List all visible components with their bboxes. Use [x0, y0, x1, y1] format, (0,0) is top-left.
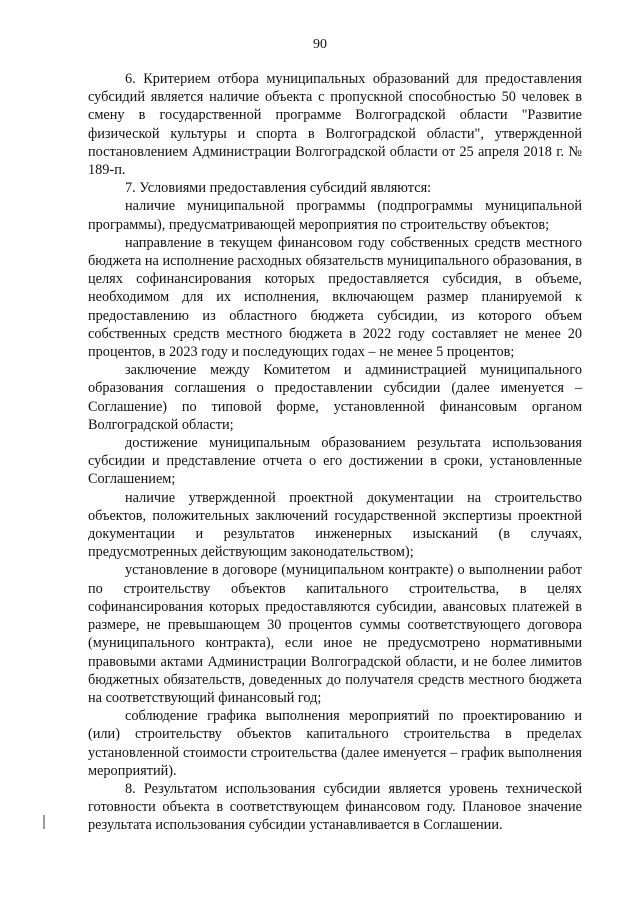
paragraph-result-achievement: достижение муниципальным образованием результата использования субсидии и представление отчета о его достижении в сроки, установленные Соглашением; — [88, 435, 582, 488]
paragraph-agreement: заключение между Комитетом и администрацией муниципального образования соглашения о предоставлении субсидии (далее именуется – Соглашение) по типовой форме, установленной финансовым органом Волгоградской области; — [88, 362, 582, 433]
paragraph-project-documentation: наличие утвержденной проектной документации на строительство объектов, положительных заключений государственной экспертизы проектной документации и результатов инженерных изысканий (в случаях, предусмотренных действующим законодательством); — [88, 489, 582, 561]
paragraph-municipal-program: наличие муниципальной программы (подпрограммы муниципальной программы), предусматривающей мероприятия по строительству объектов; — [88, 198, 582, 233]
paragraph-criterion-6: 6. Критерием отбора муниципальных образований для предоставления субсидий является наличие объекта с пропускной способностью 50 человек в смену в государственной программе Волгоградской области "Развитие физической культуры и спорта в Волгоградской области", утвержденной постановлением Администрации Волгоградской области от 25 апреля 2018 г. № 189-п. — [88, 71, 582, 179]
page-number: 90 — [313, 37, 327, 52]
paragraph-schedule: соблюдение графика выполнения мероприятий по проектированию и (или) строительству объектов капитального строительства в пределах установленной стоимости строительства (далее именуется – график выполнения мероприятий). — [88, 708, 582, 779]
paragraph-conditions-7: 7. Условиями предоставления субсидий являются: — [125, 180, 432, 197]
scan-margin-mark — [43, 815, 45, 829]
document-body — [88, 70, 582, 835]
paragraph-own-funds: направление в текущем финансовом году собственных средств местного бюджета на исполнение расходных обязательств муниципального образования, в целях софинансирования которых предоставляется субсидия, в объеме, необходимом для их исполнения, включающем размер планируемой к предоставлению из областного бюджета субсидии, из которого объем собственных средств местного бюджета в 2022 году составляет не менее 20 процентов, в 2023 году и последующих годах – не менее 5 процентов; — [88, 234, 583, 361]
paragraph-advance-payments: установление в договоре (муниципальном контракте) о выполнении работ по строительству объектов капитального строительства, в целях софинансирования которых предоставляются субсидии, авансовых платежей в размере, не превышающем 30 процентов суммы соответствующего договора (муниципального контракта), если иное не предусмотрено нормативными правовыми актами Администрации Волгоградской области, и не более лимитов бюджетных обязательств, доведенных до получателя средств местного бюджета на соответствующий финансовый год; — [88, 562, 582, 706]
paragraph-result-8: 8. Результатом использования субсидии является уровень технической готовности объекта в соответствующем финансовом году. Плановое значение результата использования субсидии устанавливается в Соглашении. — [88, 780, 582, 834]
